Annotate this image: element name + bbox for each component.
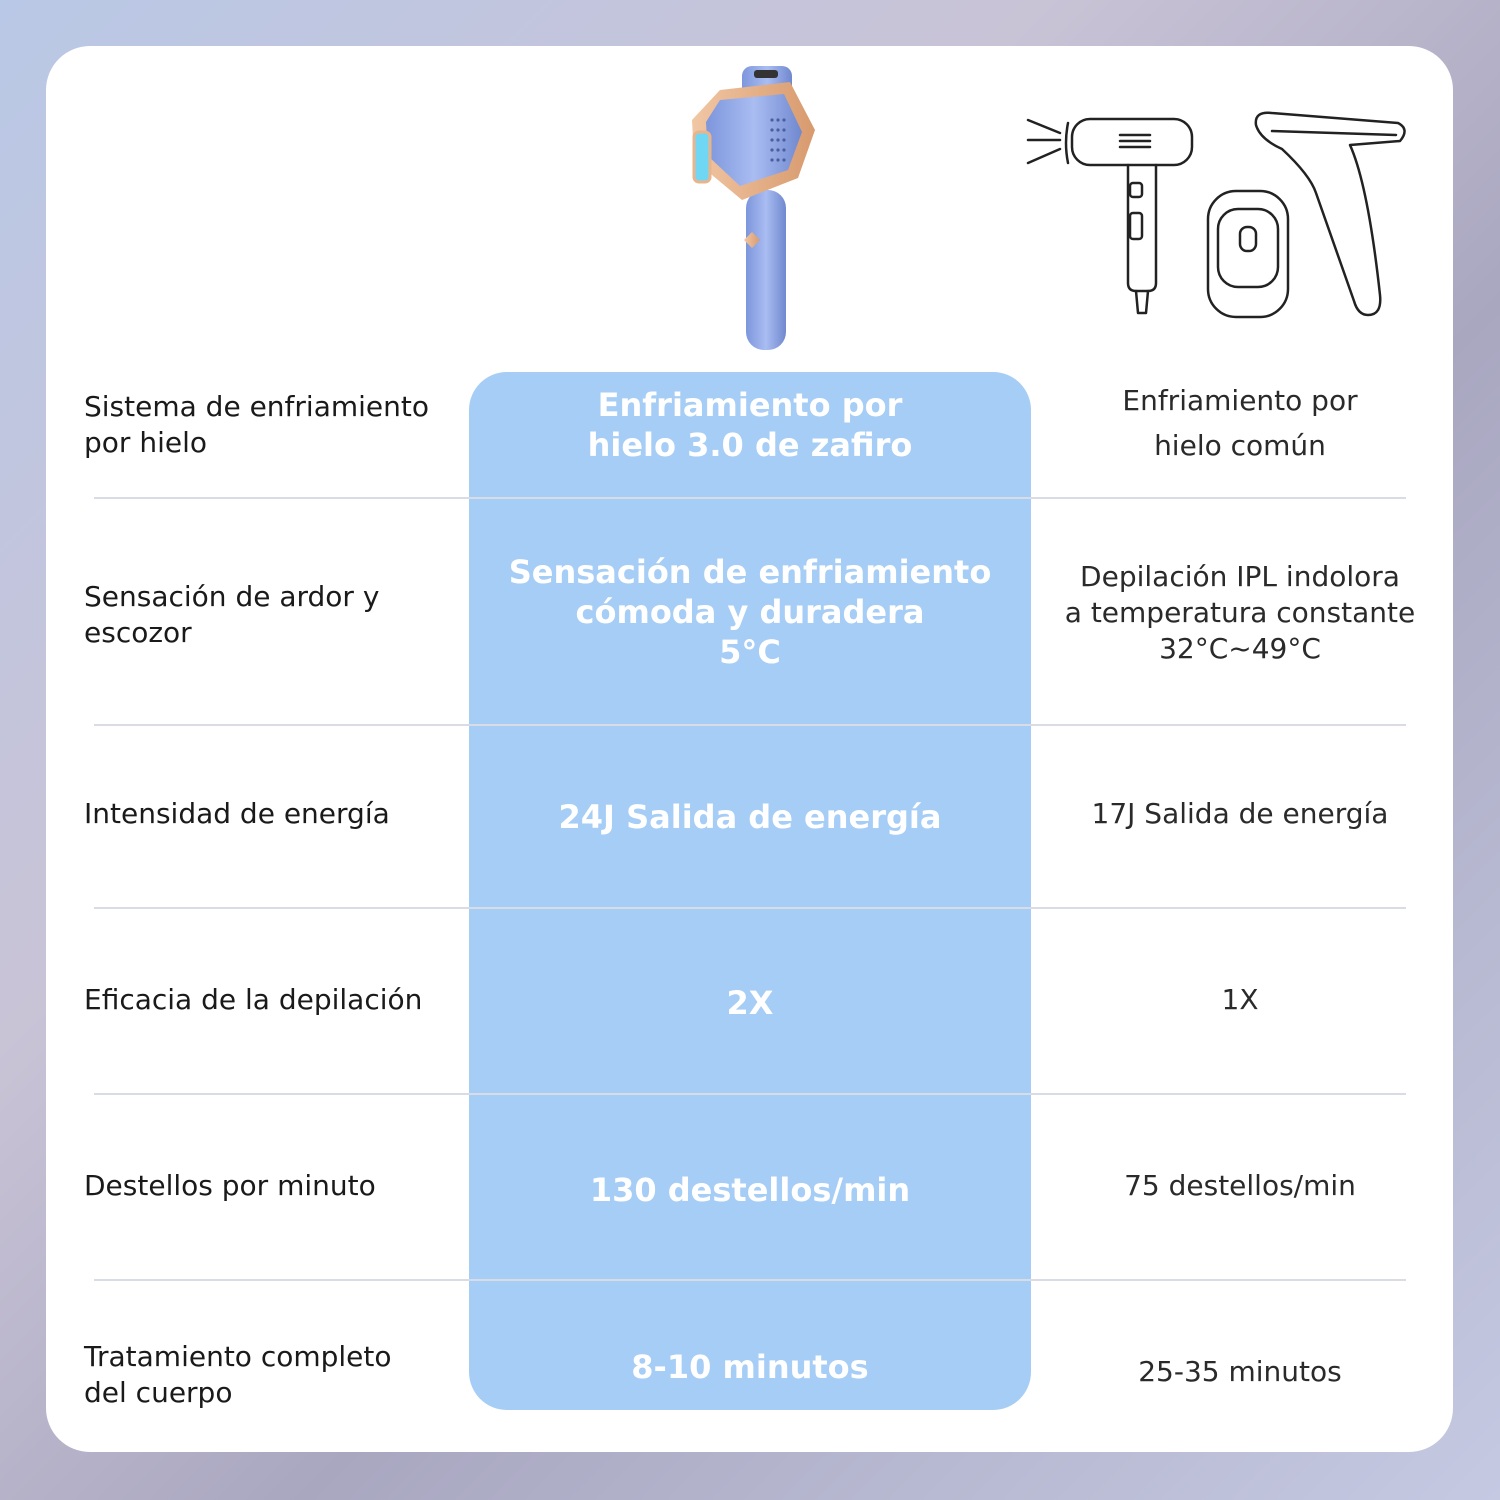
their-value-burning-sensation: Depilación IPL indolora a temperatura constante 32°C~49°C bbox=[1064, 560, 1416, 665]
row-label-energy-intensity: Intensidad de energía bbox=[84, 797, 390, 830]
our-value-burning-sensation: Sensación de enfriamiento cómoda y duradera 5°C bbox=[508, 553, 992, 671]
their-value-energy-intensity: 17J Salida de energía bbox=[1091, 797, 1389, 830]
our-value-removal-efficacy: 2X bbox=[726, 984, 774, 1022]
our-product-column-highlight bbox=[469, 372, 1031, 1410]
row-divider bbox=[94, 907, 1406, 909]
row-label-burning-sensation: Sensación de ardor y escozor bbox=[84, 580, 380, 649]
row-divider bbox=[94, 724, 1406, 726]
their-value-removal-efficacy: 1X bbox=[1221, 983, 1259, 1016]
row-label-flashes-per-minute: Destellos por minuto bbox=[84, 1169, 376, 1202]
row-divider bbox=[94, 1093, 1406, 1095]
row-label-removal-efficacy: Eficacia de la depilación bbox=[84, 983, 423, 1016]
our-value-cooling-system: Enfriamiento por hielo 3.0 de zafiro bbox=[587, 386, 913, 464]
row-divider bbox=[94, 1279, 1406, 1281]
their-value-cooling-system: Enfriamiento por hielo común bbox=[1122, 383, 1358, 462]
their-value-flashes-per-minute: 75 destellos/min bbox=[1124, 1169, 1356, 1202]
our-value-full-body-treatment: 8-10 minutos bbox=[631, 1348, 869, 1386]
row-label-cooling-system: Sistema de enfriamiento por hielo bbox=[84, 390, 429, 459]
our-value-energy-intensity: 24J Salida de energía bbox=[558, 798, 942, 836]
row-label-full-body-treatment: Tratamiento completo del cuerpo bbox=[84, 1340, 392, 1409]
their-value-full-body-treatment: 25-35 minutos bbox=[1138, 1355, 1342, 1388]
our-value-flashes-per-minute: 130 destellos/min bbox=[589, 1171, 911, 1209]
ipl-device-icon bbox=[680, 60, 830, 355]
hair-dryer-and-ipl-devices-outline-icon bbox=[1020, 105, 1415, 325]
row-divider bbox=[94, 497, 1406, 499]
